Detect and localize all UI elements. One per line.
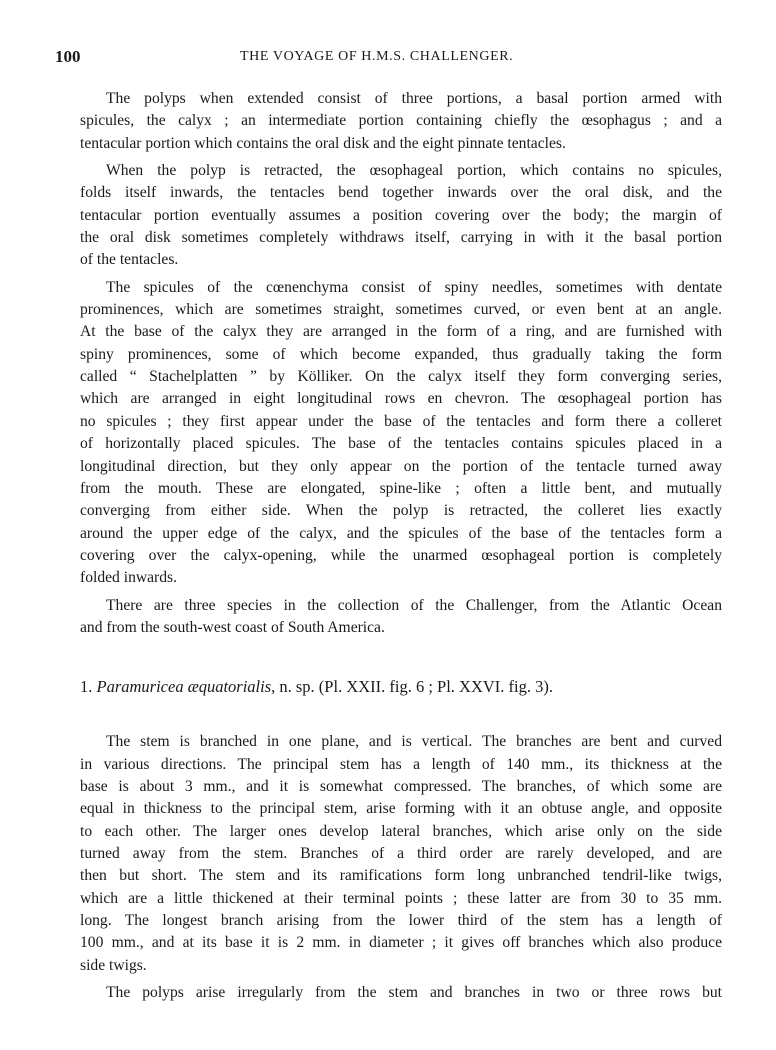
text-line: 100 mm., and at its base it is 2 mm. in diameter ; it gives off branches which also produce bbox=[80, 934, 722, 952]
text-line: The stem is branched in one plane, and is vertical. The branches are bent and curved bbox=[106, 733, 722, 751]
text-line: turned away from the stem. Branches of a third order are rarely developed, and are bbox=[80, 844, 722, 862]
text-line: covering over the calyx-opening, while the unarmed œsophageal portion is completely bbox=[80, 546, 722, 564]
text-line: side twigs. bbox=[80, 956, 147, 974]
section-intro bbox=[80, 88, 722, 639]
text-line: which are arranged in eight longitudinal rows en chevron. The œsophageal portion has bbox=[80, 390, 722, 408]
text-line: tentacular portion which contains the oral disk and the eight pinnate tentacles. bbox=[80, 134, 566, 152]
text-line: folded inwards. bbox=[80, 569, 178, 587]
paragraph bbox=[80, 982, 722, 1004]
text-line: The spicules of the cœnenchyma consist of spiny needles, sometimes with dentate bbox=[106, 278, 722, 296]
text-line: When the polyp is retracted, the œsophageal portion, which contains no spicules, bbox=[106, 162, 722, 180]
text-line: of the tentacles. bbox=[80, 251, 179, 269]
text-line: There are three species in the collection of the Challenger, from the Atlantic Ocean bbox=[106, 596, 722, 614]
text-line: of horizontally placed spicules. The base of the tentacles contains spicules placed in a bbox=[80, 435, 722, 453]
text-line: and from the south-west coast of South America. bbox=[80, 618, 385, 636]
text-line: around the upper edge of the calyx, and the spicules of the base of the tentacles form a bbox=[80, 524, 722, 542]
text-line: At the base of the calyx they are arranged in the form of a ring, and are furnished with bbox=[80, 323, 722, 341]
paragraph bbox=[80, 160, 722, 272]
text-line: long. The longest branch arising from the lower third of the stem has a length of bbox=[80, 912, 722, 929]
text-line: base is about 3 mm., and it is somewhat compressed. The branches, of which some are bbox=[80, 777, 722, 795]
text-line: spiny prominences, some of which become expanded, thus gradually taking the form bbox=[80, 345, 722, 363]
paragraph bbox=[80, 88, 722, 155]
text-line: from the mouth. These are elongated, spine-like ; often a little bent, and mutually bbox=[80, 479, 722, 497]
page-body bbox=[80, 88, 722, 1004]
paragraph bbox=[80, 277, 722, 590]
text-line: equal in thickness to the principal stem, arise forming with it an obtuse angle, and opposite bbox=[80, 800, 722, 818]
section-species-description bbox=[80, 731, 722, 1004]
text-line: in various directions. The principal stem has a length of 140 mm., its thickness at the bbox=[80, 755, 722, 773]
text-line: to each other. The larger ones develop lateral branches, which arise only on the side bbox=[80, 822, 722, 840]
text-line: spicules, the calyx ; an intermediate portion containing chiefly the œsophagus ; and a bbox=[80, 112, 722, 130]
text-line: prominences, which are sometimes straight, sometimes curved, or even bent at an angle. bbox=[80, 301, 722, 319]
heading-species-name: Paramuricea æquatorialis, bbox=[96, 677, 276, 697]
heading-reference: n. sp. (Pl. XXII. fig. 6 ; Pl. XXVI. fig. 3). bbox=[279, 677, 554, 697]
running-title: THE VOYAGE OF H.M.S. CHALLENGER. bbox=[240, 49, 514, 64]
text-line: which are a little thickened at their terminal points ; these latter are from 30 to 35 mm. bbox=[80, 889, 722, 907]
text-line: The polyps arise irregularly from the stem and branches in two or three rows but bbox=[106, 984, 722, 1002]
paragraph bbox=[80, 595, 722, 640]
species-heading bbox=[80, 676, 722, 698]
heading-number: 1. bbox=[80, 677, 93, 697]
paragraph bbox=[80, 731, 722, 977]
text-line: longitudinal direction, but they only appear on the portion of the tentacle turned away bbox=[80, 457, 722, 475]
page-number: 100 bbox=[55, 47, 81, 66]
text-line: called “ Stachelplatten ” by Kölliker. On the calyx itself they form converging series, bbox=[80, 368, 722, 386]
text-line: The polyps when extended consist of three portions, a basal portion armed with bbox=[106, 90, 722, 107]
text-line: then but short. The stem and its ramifications form long unbranched tendril-like twigs, bbox=[80, 867, 722, 885]
text-line: folds itself inwards, the tentacles bend together inwards over the oral disk, and the bbox=[80, 184, 722, 202]
text-line: the oral disk sometimes completely withdraws itself, carrying in with it the basal portion bbox=[80, 229, 722, 247]
text-line: converging from either side. When the polyp is retracted, the colleret lies exactly bbox=[80, 502, 722, 520]
text-line: tentacular portion eventually assumes a position covering over the body; the margin of bbox=[80, 206, 722, 224]
text-line: no spicules ; they first appear under the base of the tentacles and form there a colleret bbox=[80, 412, 722, 430]
